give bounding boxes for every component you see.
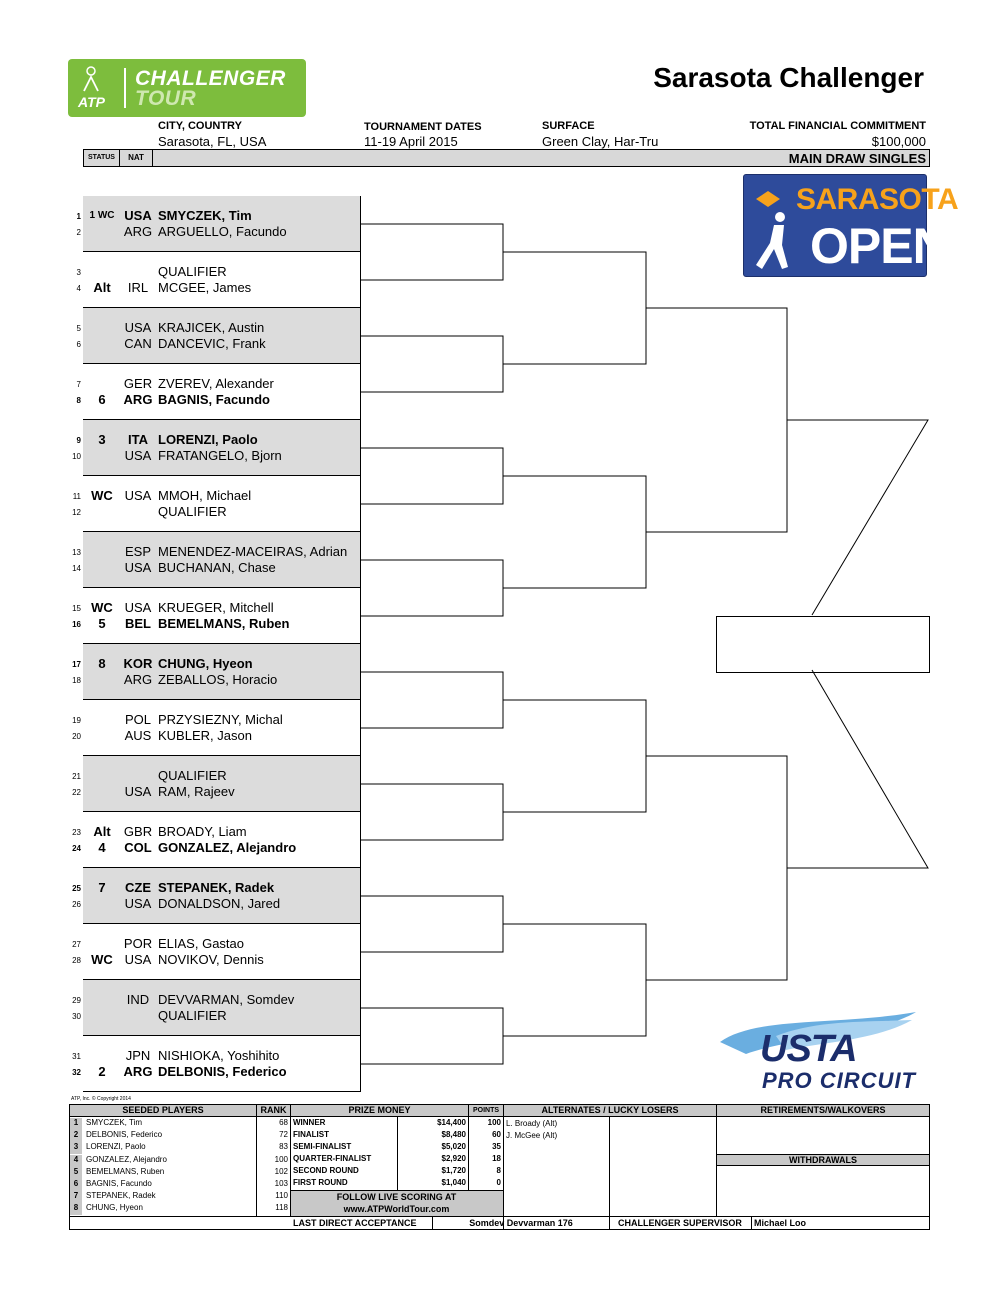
- player-name: ZEBALLOS, Horacio: [158, 672, 278, 687]
- player-nationality: ARG: [123, 392, 153, 407]
- usta-text: USTA: [760, 1028, 857, 1070]
- draw-player-row: [76, 336, 361, 352]
- player-nationality: ESP: [124, 544, 151, 559]
- draw-position-number: 32: [72, 1068, 81, 1077]
- seed-number: 3: [70, 1142, 82, 1154]
- seed-number: 1: [70, 1118, 82, 1130]
- draw-player-row: [72, 672, 361, 688]
- blank-cell: [70, 1217, 291, 1229]
- draw-position-number: 13: [72, 548, 81, 557]
- tour-text: TOUR: [135, 87, 197, 110]
- draw-match: [76, 364, 361, 420]
- open-text: OPEN: [810, 218, 948, 274]
- draw-position-number: 23: [72, 828, 81, 837]
- divider: [716, 1116, 717, 1216]
- player-name: ARGUELLO, Facundo: [158, 224, 287, 239]
- status-column-header: STATUS: [84, 150, 120, 166]
- usta-pro-circuit-logo: [716, 1006, 926, 1096]
- player-nationality: AUS: [124, 728, 152, 743]
- divider: [290, 1190, 503, 1191]
- draw-position-number: 11: [72, 492, 81, 501]
- draw-player-row: [76, 280, 361, 296]
- draw-position-number: 14: [72, 564, 81, 573]
- seed-rank: 110: [275, 1191, 288, 1201]
- draw-player-row: [72, 936, 361, 952]
- player-status: 8: [98, 656, 106, 671]
- draw-match: [76, 196, 361, 252]
- draw-position-number: 3: [76, 268, 81, 277]
- prize-money: $2,920: [441, 1154, 466, 1163]
- prize-round: WINNER: [293, 1118, 326, 1127]
- player-status: 1 WC: [89, 210, 115, 221]
- atp-text: ATP: [78, 94, 105, 110]
- challenger-text: CHALLENGER: [135, 67, 286, 90]
- draw-player-row: [72, 544, 361, 560]
- sarasota-text: SARASOTA: [796, 183, 959, 216]
- player-nationality: ARG: [123, 672, 153, 687]
- draw-player-row: [72, 448, 361, 464]
- prize-money: $1,040: [441, 1178, 466, 1187]
- player-name: NOVIKOV, Dennis: [158, 952, 264, 967]
- player-status: 2: [98, 1064, 106, 1079]
- sarasota-open-logo: [743, 174, 959, 277]
- player-status: WC: [91, 600, 113, 615]
- player-name: PRZYSIEZNY, Michal: [158, 712, 283, 727]
- player-nationality: USA: [124, 896, 152, 911]
- player-nationality: IND: [126, 992, 150, 1007]
- seed-rank: 103: [274, 1179, 288, 1188]
- seed-number: 7: [70, 1191, 82, 1203]
- surface-label: SURFACE: [542, 120, 595, 132]
- player-name: MCGEE, James: [158, 280, 252, 295]
- draw-match: [72, 924, 361, 980]
- draw-position-number: 12: [72, 508, 81, 517]
- player-name: ZVEREV, Alexander: [158, 376, 274, 391]
- withdrawals-header: WITHDRAWALS: [717, 1154, 929, 1166]
- prize-money: $14,400: [437, 1118, 466, 1127]
- dates-label: TOURNAMENT DATES: [364, 121, 482, 133]
- draw-position-number: 16: [72, 620, 81, 629]
- draw-position-number: 27: [72, 940, 81, 949]
- player-nationality: USA: [124, 600, 152, 615]
- seed-player-name: BEMELMANS, Ruben: [86, 1166, 165, 1176]
- draw-player-row: [76, 392, 361, 408]
- surface-value: Green Clay, Har-Tru: [542, 134, 659, 149]
- seed-rank: 118: [275, 1203, 288, 1213]
- draw-position-number: 8: [76, 396, 81, 405]
- draw-player-row: [72, 992, 361, 1008]
- player-name: DONALDSON, Jared: [158, 896, 281, 911]
- player-status: WC: [91, 488, 113, 503]
- seed-rank: 102: [274, 1166, 288, 1176]
- player-name: STEPANEK, Radek: [158, 880, 275, 895]
- prize-round: SECOND ROUND: [293, 1166, 359, 1175]
- player-nationality: ARG: [123, 1064, 153, 1079]
- player-name: FRATANGELO, Bjorn: [158, 448, 282, 463]
- seed-rank: 83: [279, 1142, 288, 1152]
- player-nationality: POR: [123, 936, 153, 951]
- prize-round: QUARTER-FINALIST: [293, 1154, 372, 1163]
- draw-position-number: 20: [72, 732, 81, 741]
- player-name: DEVVARMAN, Somdev: [158, 992, 295, 1007]
- player-name: QUALIFIER: [158, 768, 227, 783]
- draw-player-row: [72, 824, 361, 840]
- player-nationality: BEL: [125, 616, 151, 631]
- draw-player-row: [72, 712, 361, 728]
- player-name: LORENZI, Paolo: [158, 432, 258, 447]
- draw-match: [72, 868, 361, 924]
- draw-position-number: 22: [72, 788, 81, 797]
- player-nationality: USA: [124, 320, 152, 335]
- player-name: QUALIFIER: [158, 504, 227, 519]
- draw-position-number: 5: [76, 324, 81, 333]
- draw-position-number: 18: [72, 676, 81, 685]
- prize-money: $1,720: [441, 1166, 466, 1175]
- seeded-players-header: SEEDED PLAYERS: [70, 1105, 256, 1116]
- player-nationality: KOR: [123, 656, 153, 671]
- copyright-text: ATP, Inc. © Copyright 2014: [71, 1096, 131, 1102]
- prize-points: 100: [487, 1118, 501, 1127]
- player-status: 5: [98, 616, 106, 631]
- player-status: Alt: [93, 280, 111, 295]
- header-divider: [70, 1116, 929, 1117]
- player-name: QUALIFIER: [158, 264, 227, 279]
- draw-player-row: [72, 728, 361, 744]
- player-name: QUALIFIER: [158, 1008, 227, 1023]
- draw-player-row: [72, 1064, 361, 1080]
- player-name: KRAJICEK, Austin: [158, 320, 265, 335]
- retirements-header: RETIREMENTS/WALKOVERS: [716, 1105, 929, 1116]
- player-name: BROADY, Liam: [158, 824, 247, 839]
- draw-player-row: [72, 1048, 361, 1064]
- player-nationality: USA: [124, 208, 152, 223]
- player-status: 6: [98, 392, 106, 407]
- player-nationality: ITA: [128, 432, 148, 447]
- seed-player-name: LORENZI, Paolo: [86, 1142, 146, 1152]
- player-name: CHUNG, Hyeon: [158, 656, 253, 671]
- draw-match: [72, 812, 361, 868]
- prize-points: 8: [496, 1166, 501, 1175]
- seed-number: 2: [70, 1130, 82, 1142]
- follow-scoring-text: FOLLOW LIVE SCORING AT: [336, 1192, 457, 1202]
- player-name: DANCEVIC, Frank: [158, 336, 266, 351]
- draw-position-number: 29: [72, 996, 81, 1005]
- seed-number: 8: [70, 1203, 82, 1215]
- player-nationality: CAN: [124, 336, 152, 351]
- player-name: GONZALEZ, Alejandro: [158, 840, 297, 855]
- seed-number: 6: [70, 1179, 82, 1191]
- player-nationality: USA: [124, 448, 152, 463]
- seed-player-name: GONZALEZ, Alejandro: [86, 1154, 167, 1164]
- player-nationality: POL: [124, 712, 151, 727]
- draw-position-number: 2: [76, 228, 81, 237]
- player-name: ELIAS, Gastao: [158, 936, 244, 951]
- draw-player-row: [72, 896, 361, 912]
- player-name: KRUEGER, Mitchell: [158, 600, 274, 615]
- commitment-value: $100,000: [871, 134, 926, 149]
- commitment-label: TOTAL FINANCIAL COMMITMENT: [749, 120, 926, 132]
- pro-circuit-text: PRO CIRCUIT: [762, 1068, 916, 1093]
- draw-position-number: 7: [76, 380, 81, 389]
- draw-player-row: [72, 952, 361, 968]
- dates-value: 11-19 April 2015: [364, 134, 458, 149]
- player-nationality: USA: [124, 488, 152, 503]
- player-name: MENENDEZ-MACEIRAS, Adrian: [158, 544, 348, 559]
- draw-player-row: [76, 376, 361, 392]
- player-nationality: ARG: [123, 224, 153, 239]
- draw-player-row: [72, 784, 361, 800]
- draw-player-row: [76, 208, 361, 224]
- seed-player-name: SMYCZEK, Tim: [86, 1118, 143, 1127]
- main-draw-singles-title: MAIN DRAW SINGLES: [788, 151, 926, 166]
- draw-player-row: [72, 768, 361, 784]
- prize-round: FINALIST: [293, 1130, 329, 1139]
- player-name: MMOH, Michael: [158, 488, 252, 503]
- prize-points: 18: [492, 1154, 501, 1163]
- draw-match: [72, 1036, 361, 1092]
- last-direct-acceptance-label: LAST DIRECT ACCEPTANCE: [293, 1218, 417, 1228]
- player-nationality: COL: [124, 840, 152, 855]
- seed-rank: 68: [279, 1118, 288, 1127]
- player-status: 4: [98, 840, 106, 855]
- player-nationality: GBR: [123, 824, 153, 839]
- player-nationality: CZE: [125, 880, 151, 895]
- player-nationality: USA: [124, 952, 152, 967]
- draw-match: [72, 588, 361, 644]
- supervisor-label: CHALLENGER SUPERVISOR: [618, 1218, 742, 1228]
- seed-number: 4: [70, 1155, 82, 1167]
- draw-position-number: 10: [72, 452, 81, 461]
- draw-position-number: 17: [72, 660, 81, 669]
- prize-money-header: PRIZE MONEY: [290, 1105, 468, 1116]
- draw-player-row: [72, 1008, 361, 1024]
- divider: [503, 1116, 504, 1230]
- rank-header: RANK: [256, 1105, 290, 1116]
- draw-position-number: 19: [72, 716, 81, 725]
- nat-column-header: NAT: [120, 150, 153, 166]
- player-name: DELBONIS, Federico: [158, 1064, 287, 1079]
- draw-position-number: 25: [72, 884, 81, 893]
- draw-player-row: [72, 880, 361, 896]
- player-nationality: JPN: [125, 1048, 151, 1063]
- draw-position-number: 15: [72, 604, 81, 613]
- player-name: BEMELMANS, Ruben: [158, 616, 290, 631]
- last-direct-acceptance-value: Somdev Devvarman 176: [469, 1218, 573, 1228]
- seed-rank: 72: [279, 1130, 288, 1140]
- draw-player-row: [72, 560, 361, 576]
- player-nationality: IRL: [127, 280, 149, 295]
- player-name: RAM, Rajeev: [158, 784, 235, 799]
- draw-player-row: [72, 656, 361, 672]
- seed-number: 5: [70, 1167, 82, 1179]
- draw-match: [72, 700, 361, 756]
- draw-player-row: [76, 432, 361, 448]
- draw-player-row: [76, 224, 361, 240]
- player-name: BUCHANAN, Chase: [158, 560, 276, 575]
- draw-match: [72, 980, 361, 1036]
- draw-position-number: 31: [72, 1052, 81, 1061]
- draw-position-number: 21: [72, 772, 81, 781]
- draw-position-number: 30: [72, 1012, 81, 1021]
- city-label: CITY, COUNTRY: [158, 120, 242, 132]
- player-nationality: USA: [124, 784, 152, 799]
- player-nationality: USA: [124, 560, 152, 575]
- draw-position-number: 28: [72, 956, 81, 965]
- prize-round: FIRST ROUND: [293, 1178, 348, 1187]
- draw-player-row: [76, 264, 361, 280]
- draw-player-row: [72, 616, 361, 632]
- alternate-name: L. Broady (Alt): [506, 1119, 558, 1128]
- seed-player-name: STEPANEK, Radek: [86, 1191, 156, 1201]
- seed-rank: 100: [274, 1154, 288, 1164]
- draw-match: [72, 476, 361, 532]
- player-nationality: GER: [123, 376, 153, 391]
- tournament-title: Sarasota Challenger: [653, 62, 924, 93]
- alternate-name: J. McGee (Alt): [506, 1131, 558, 1140]
- player-status: WC: [91, 952, 113, 967]
- player-name: SMYCZEK, Tim: [158, 208, 252, 223]
- player-silhouette-icon: [750, 185, 790, 273]
- player-status: 7: [98, 880, 106, 895]
- draw-position-number: 9: [76, 436, 81, 445]
- draw-player-row: [72, 504, 361, 520]
- player-status: 3: [98, 432, 106, 447]
- atp-website-link[interactable]: www.ATPWorldTour.com: [343, 1204, 450, 1214]
- player-name: BAGNIS, Facundo: [158, 392, 270, 407]
- seed-player-name: CHUNG, Hyeon: [86, 1203, 143, 1213]
- seed-player-name: BAGNIS, Facundo: [86, 1179, 152, 1188]
- prize-money: $5,020: [441, 1142, 466, 1151]
- draw-match: [76, 308, 361, 364]
- draw-match: [72, 756, 361, 812]
- draw-match: [72, 644, 361, 700]
- draw-player-row: [72, 840, 361, 856]
- champion-box: [716, 616, 930, 673]
- prize-points: 60: [492, 1130, 501, 1139]
- points-header: POINTS: [468, 1105, 503, 1116]
- draw-player-row: [72, 488, 361, 504]
- player-name: NISHIOKA, Yoshihito: [158, 1048, 280, 1063]
- draw-position-number: 6: [76, 340, 81, 349]
- supervisor-value: Michael Loo: [754, 1218, 807, 1228]
- draw-player-row: [76, 320, 361, 336]
- draw-position-number: 4: [76, 284, 81, 293]
- draw-player-row: [72, 600, 361, 616]
- prize-round: SEMI-FINALIST: [293, 1142, 352, 1151]
- draw-position-number: 26: [72, 900, 81, 909]
- seed-player-name: DELBONIS, Federico: [86, 1130, 163, 1140]
- city-value: Sarasota, FL, USA: [158, 134, 267, 149]
- prize-points: 35: [492, 1142, 501, 1151]
- player-status: Alt: [93, 824, 111, 839]
- prize-points: 0: [496, 1178, 501, 1187]
- draw-position-number: 1: [76, 212, 81, 221]
- draw-position-number: 24: [72, 844, 81, 853]
- player-name: KUBLER, Jason: [158, 728, 252, 743]
- draw-match: [72, 420, 361, 476]
- alternates-header: ALTERNATES / LUCKY LOSERS: [503, 1105, 716, 1116]
- prize-money: $8,480: [441, 1130, 466, 1139]
- draw-match: [72, 532, 361, 588]
- draw-match: [76, 252, 361, 308]
- divider: [609, 1116, 610, 1230]
